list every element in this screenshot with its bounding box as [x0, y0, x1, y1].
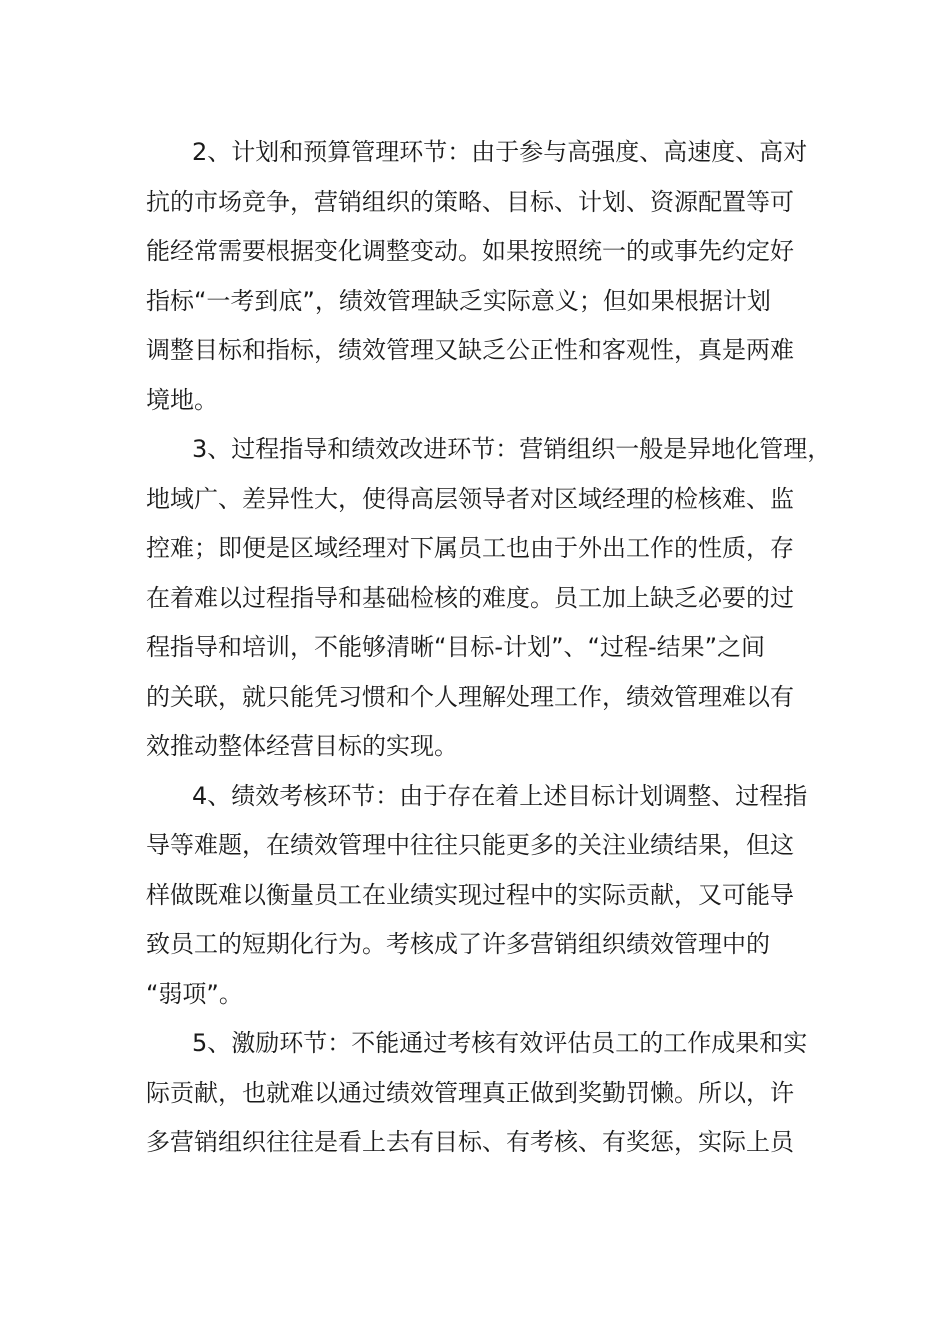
- text-line: 的关联，就只能凭习惯和个人理解处理工作，绩效管理难以有: [146, 682, 794, 711]
- text-line: 4、绩效考核环节：由于存在着上述目标计划调整、过程指: [192, 781, 808, 810]
- text-line: 抗的市场竞争，营销组织的策略、目标、计划、资源配置等可: [146, 187, 794, 216]
- text-line: 境地。: [146, 385, 218, 414]
- text-line: 2、计划和预算管理环节：由于参与高强度、高速度、高对: [192, 138, 808, 166]
- text-line: 5、激励环节：不能通过考核有效评估员工的工作成果和实: [192, 1029, 808, 1057]
- text-line: 3、过程指导和绩效改进环节：营销组织一般是异地化管理，: [192, 435, 832, 463]
- text-line: 致员工的短期化行为。考核成了许多营销组织绩效管理中的: [146, 930, 770, 958]
- document-body: [146, 128, 836, 1168]
- paragraph-performance-appraisal: [146, 772, 836, 1020]
- text-line: 指标“一考到底”，绩效管理缺乏实际意义；但如果根据计划: [146, 286, 771, 315]
- paragraph-incentive: [146, 1019, 836, 1168]
- text-line: 地域广、差异性大，使得高层领导者对区域经理的检核难、监: [146, 484, 794, 513]
- text-line: 控难；即便是区域经理对下属员工也由于外出工作的性质，存: [146, 534, 794, 562]
- text-line: 调整目标和指标，绩效管理又缺乏公正性和客观性，真是两难: [146, 336, 794, 364]
- text-line: 际贡献，也就难以通过绩效管理真正做到奖勤罚懒。所以，许: [146, 1078, 794, 1107]
- text-line: “弱项”。: [146, 979, 243, 1008]
- text-line: 样做既难以衡量员工在业绩实现过程中的实际贡献，又可能导: [146, 880, 794, 909]
- text-line: 导等难题，在绩效管理中往往只能更多的关注业绩结果，但这: [146, 831, 794, 859]
- text-line: 多营销组织往往是看上去有目标、有考核、有奖惩，实际上员: [146, 1128, 794, 1156]
- text-line: 效推动整体经营目标的实现。: [146, 732, 458, 760]
- paragraph-planning-budget: [146, 128, 836, 425]
- text-line: 程指导和培训，不能够清晰“目标-计划”、“过程-结果”之间: [146, 633, 766, 661]
- text-line: 在着难以过程指导和基础检核的难度。员工加上缺乏必要的过: [146, 583, 794, 612]
- text-line: 能经常需要根据变化调整变动。如果按照统一的或事先约定好: [146, 237, 794, 265]
- paragraph-process-guidance: [146, 425, 836, 772]
